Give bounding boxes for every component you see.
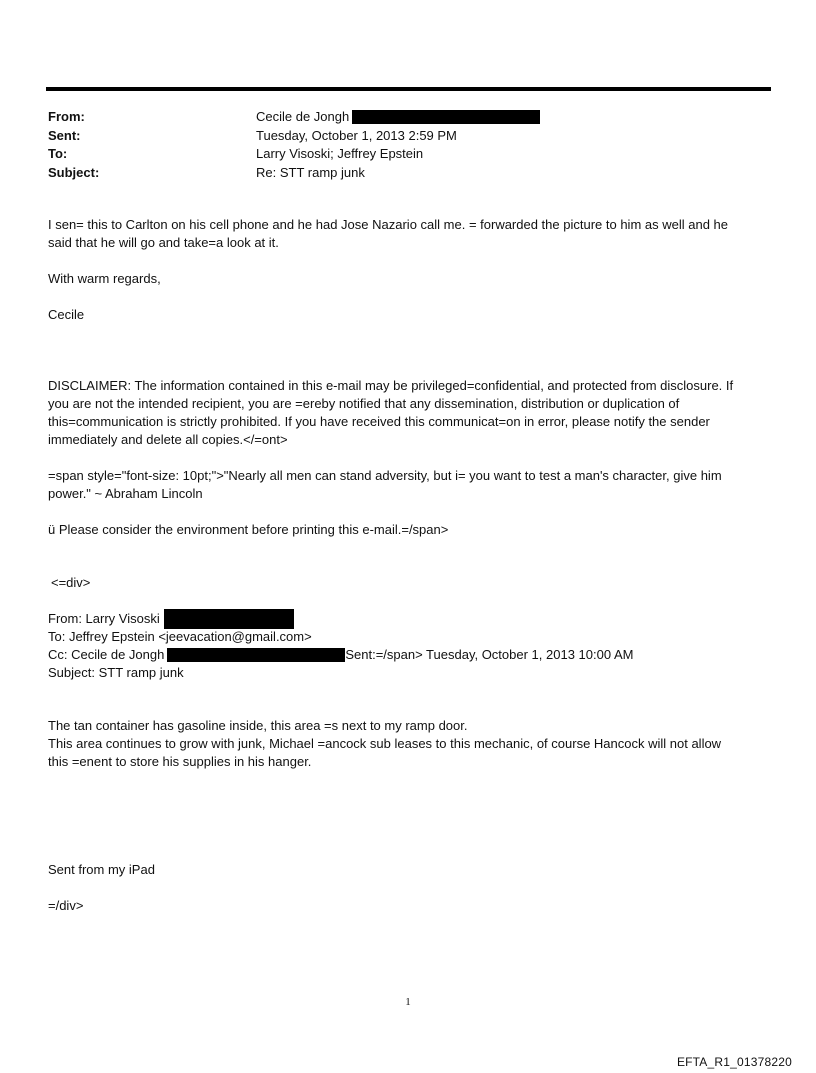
disclaimer-line: you are not the intended recipient, you are =ereby notified that any dissemination, distribution or duplication of [48,396,680,411]
from-label: From: [48,109,85,124]
closing-text: With warm regards, [48,271,161,286]
message-paragraph [48,216,768,252]
sent-from-device [48,861,768,879]
quote-line: =span style="font-size: 10pt;">"Nearly all men can stand adversity, but i= you want to test a man's character, give him [48,468,722,483]
disclaimer-line: this=communication is strictly prohibited. If you have received this communicat=on in error, please notify the sender [48,414,710,429]
redaction-bar [164,609,294,629]
bates-number: EFTA_R1_01378220 [676,1055,792,1069]
subject-label: Subject: [48,164,100,180]
signature-name: Cecile [48,307,85,322]
closing [48,270,768,288]
redaction-bar [167,648,345,662]
sent-from-text: Sent from my iPad [48,862,155,877]
redaction-bar [352,110,540,124]
body-line: said that he will go and take=a look at it. [48,235,279,250]
header-sent-row [48,127,768,146]
from-name: Cecile de Jongh [256,109,350,124]
forwarded-sent-text: Sent:=/span> Tuesday, October 1, 2013 10:00 AM [345,647,634,662]
forwarded-header [48,610,768,682]
sent-value: Tuesday, October 1, 2013 2:59 PM [256,127,457,143]
header-subject-row [48,164,768,183]
forwarded-message [48,717,768,771]
quote-line: power." ~ Abraham Lincoln [48,486,203,501]
body-line: I sen= this to Carlton on his cell phone and he had Jose Nazario call me. = forwarded the picture to him as well and he [48,217,728,232]
header-to-row [48,145,768,164]
div-open-text: <=div> [51,575,91,590]
forwarded-from-text: From: Larry Visoski [48,611,160,626]
disclaimer [48,377,768,449]
page-number: 1 [405,996,411,1008]
disclaimer-line: immediately and delete all copies.</=ont> [48,432,288,447]
div-close-tag [48,897,768,915]
forwarded-subject: Subject: STT ramp junk [48,665,184,680]
div-open-tag [51,574,771,592]
subject-value: Re: STT ramp junk [256,164,365,180]
message-line: this =enent to store his supplies in his hanger. [48,754,312,769]
quote [48,467,768,503]
to-value: Larry Visoski; Jeffrey Epstein [256,146,424,161]
div-close-text: =/div> [48,898,84,913]
message-line: The tan container has gasoline inside, this area =s next to my ramp door. [48,718,468,733]
header-rule [46,87,771,91]
message-line: This area continues to grow with junk, Michael =ancock sub leases to this mechanic, of course Hancock will not allow [48,736,722,751]
forwarded-cc [48,646,768,664]
signature [48,306,768,324]
to-label: To: [48,146,68,161]
forwarded-cc-text: Cc: Cecile de Jongh [48,647,165,662]
environment-text: ü Please consider the environment before printing this e-mail.=/span> [48,522,449,537]
sent-label: Sent: [48,127,81,143]
disclaimer-line: DISCLAIMER: The information contained in this e-mail may be privileged=confidential, and protected from disclosure. If [48,378,734,393]
forwarded-to: To: Jeffrey Epstein <jeevacation@gmail.com> [48,629,312,644]
environment-notice [48,521,768,539]
from-value [256,108,768,127]
header-from-row [48,108,768,127]
forwarded-from [48,610,768,628]
email-header [48,108,768,182]
